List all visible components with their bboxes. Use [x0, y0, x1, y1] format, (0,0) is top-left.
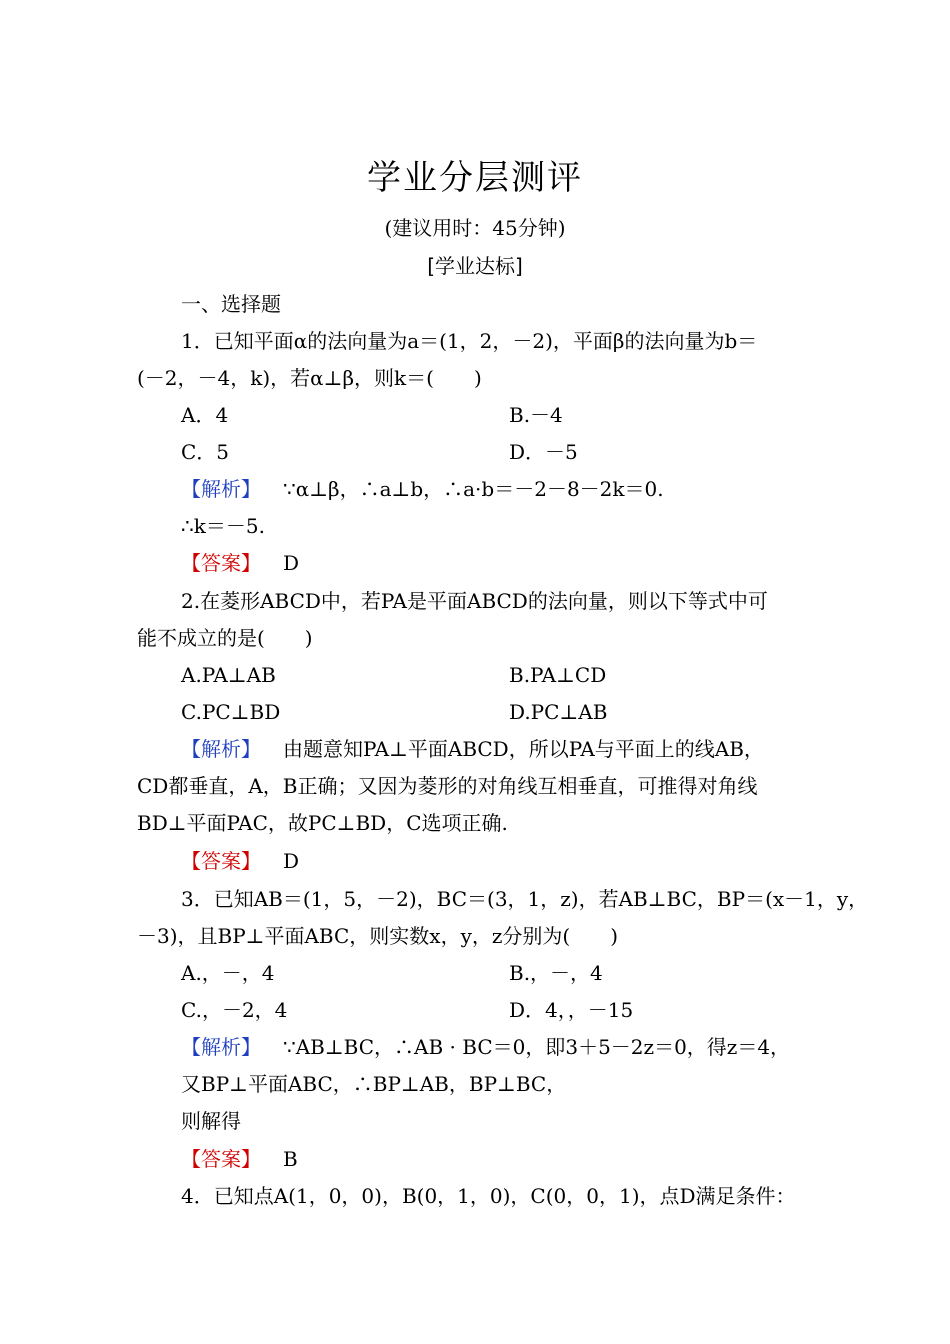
q3-analysis [181, 1033, 790, 1061]
q1-answer-value: D [283, 551, 300, 575]
q2-analysis-cont1: CD都垂直，A，B正确；又因为菱形的对角线互相垂直，可推得对角线 [137, 774, 758, 798]
q2-analysis-text: 由题意知PA⊥平面ABCD，所以PA与平面上的线AB， [283, 737, 764, 761]
q1-answer [181, 549, 299, 577]
q3-option-d: D．4，，－15 [509, 998, 634, 1022]
q1-analysis-cont: ∴k＝－5. [181, 514, 265, 538]
q1-stem-line2: (－2，－4，k)，若α⊥β，则k＝( ) [137, 366, 482, 390]
analysis-tag: 【解析】 [181, 737, 261, 761]
q1-option-c: C．5 [181, 440, 230, 464]
q3-option-a: A.，－，4 [181, 961, 275, 985]
answer-tag: 【答案】 [181, 1147, 261, 1171]
q3-answer [181, 1145, 298, 1173]
q1-analysis [181, 475, 664, 503]
q4-stem-line1: 4．已知点A(1，0，0)，B(0，1，0)，C(0，0，1)，点D满足条件： [181, 1184, 796, 1208]
q2-option-b: B.PA⊥CD [509, 663, 607, 687]
q1-analysis-text: ∵α⊥β，∴a⊥b，∴a·b＝－2－8－2k＝0. [283, 477, 664, 501]
q3-stem-line2: －3)，且BP⊥平面ABC，则实数x，y，z分别为( ) [137, 924, 619, 948]
q3-analysis-cont2: 则解得 [181, 1109, 241, 1133]
q1-option-d: D．－5 [509, 440, 578, 464]
time-suggestion: (建议用时：45分钟) [384, 216, 566, 240]
q2-stem-line1: 2.在菱形ABCD中，若PA是平面ABCD的法向量，则以下等式中可 [181, 589, 768, 613]
answer-tag: 【答案】 [181, 551, 261, 575]
q1-option-a: A．4 [181, 403, 229, 427]
q2-stem-line2: 能不成立的是( ) [137, 626, 313, 650]
q2-option-d: D.PC⊥AB [509, 700, 608, 724]
q3-analysis-text: ∵AB⊥BC，∴AB · BC＝0，即3＋5－2z＝0，得z＝4， [283, 1035, 791, 1059]
q2-option-c: C.PC⊥BD [181, 700, 281, 724]
part-heading: 一、选择题 [181, 292, 281, 316]
analysis-tag: 【解析】 [181, 477, 261, 501]
q2-analysis-cont2: BD⊥平面PAC，故PC⊥BD，C选项正确. [137, 811, 508, 835]
q1-option-b: B.－4 [509, 403, 563, 427]
q3-stem-line1: 3．已知AB＝(1，5，－2)，BC＝(3，1，z)，若AB⊥BC，BP＝(x－1，y， [181, 887, 869, 911]
q2-answer-value: D [283, 849, 300, 873]
page-title: 学业分层测评 [367, 158, 583, 198]
q1-stem-line1: 1．已知平面α的法向量为a＝(1，2，－2)，平面β的法向量为b＝ [181, 329, 758, 353]
q3-option-b: B.，－，4 [509, 961, 603, 985]
q2-answer [181, 847, 299, 875]
q3-answer-value: B [283, 1147, 298, 1171]
section-label: [学业达标] [427, 254, 523, 278]
q2-option-a: A.PA⊥AB [181, 663, 276, 687]
q3-option-c: C.，－2，4 [181, 998, 288, 1022]
answer-tag: 【答案】 [181, 849, 261, 873]
q3-analysis-cont1: 又BP⊥平面ABC，∴BP⊥AB，BP⊥BC， [181, 1072, 567, 1096]
q2-analysis [181, 735, 764, 763]
analysis-tag: 【解析】 [181, 1035, 261, 1059]
